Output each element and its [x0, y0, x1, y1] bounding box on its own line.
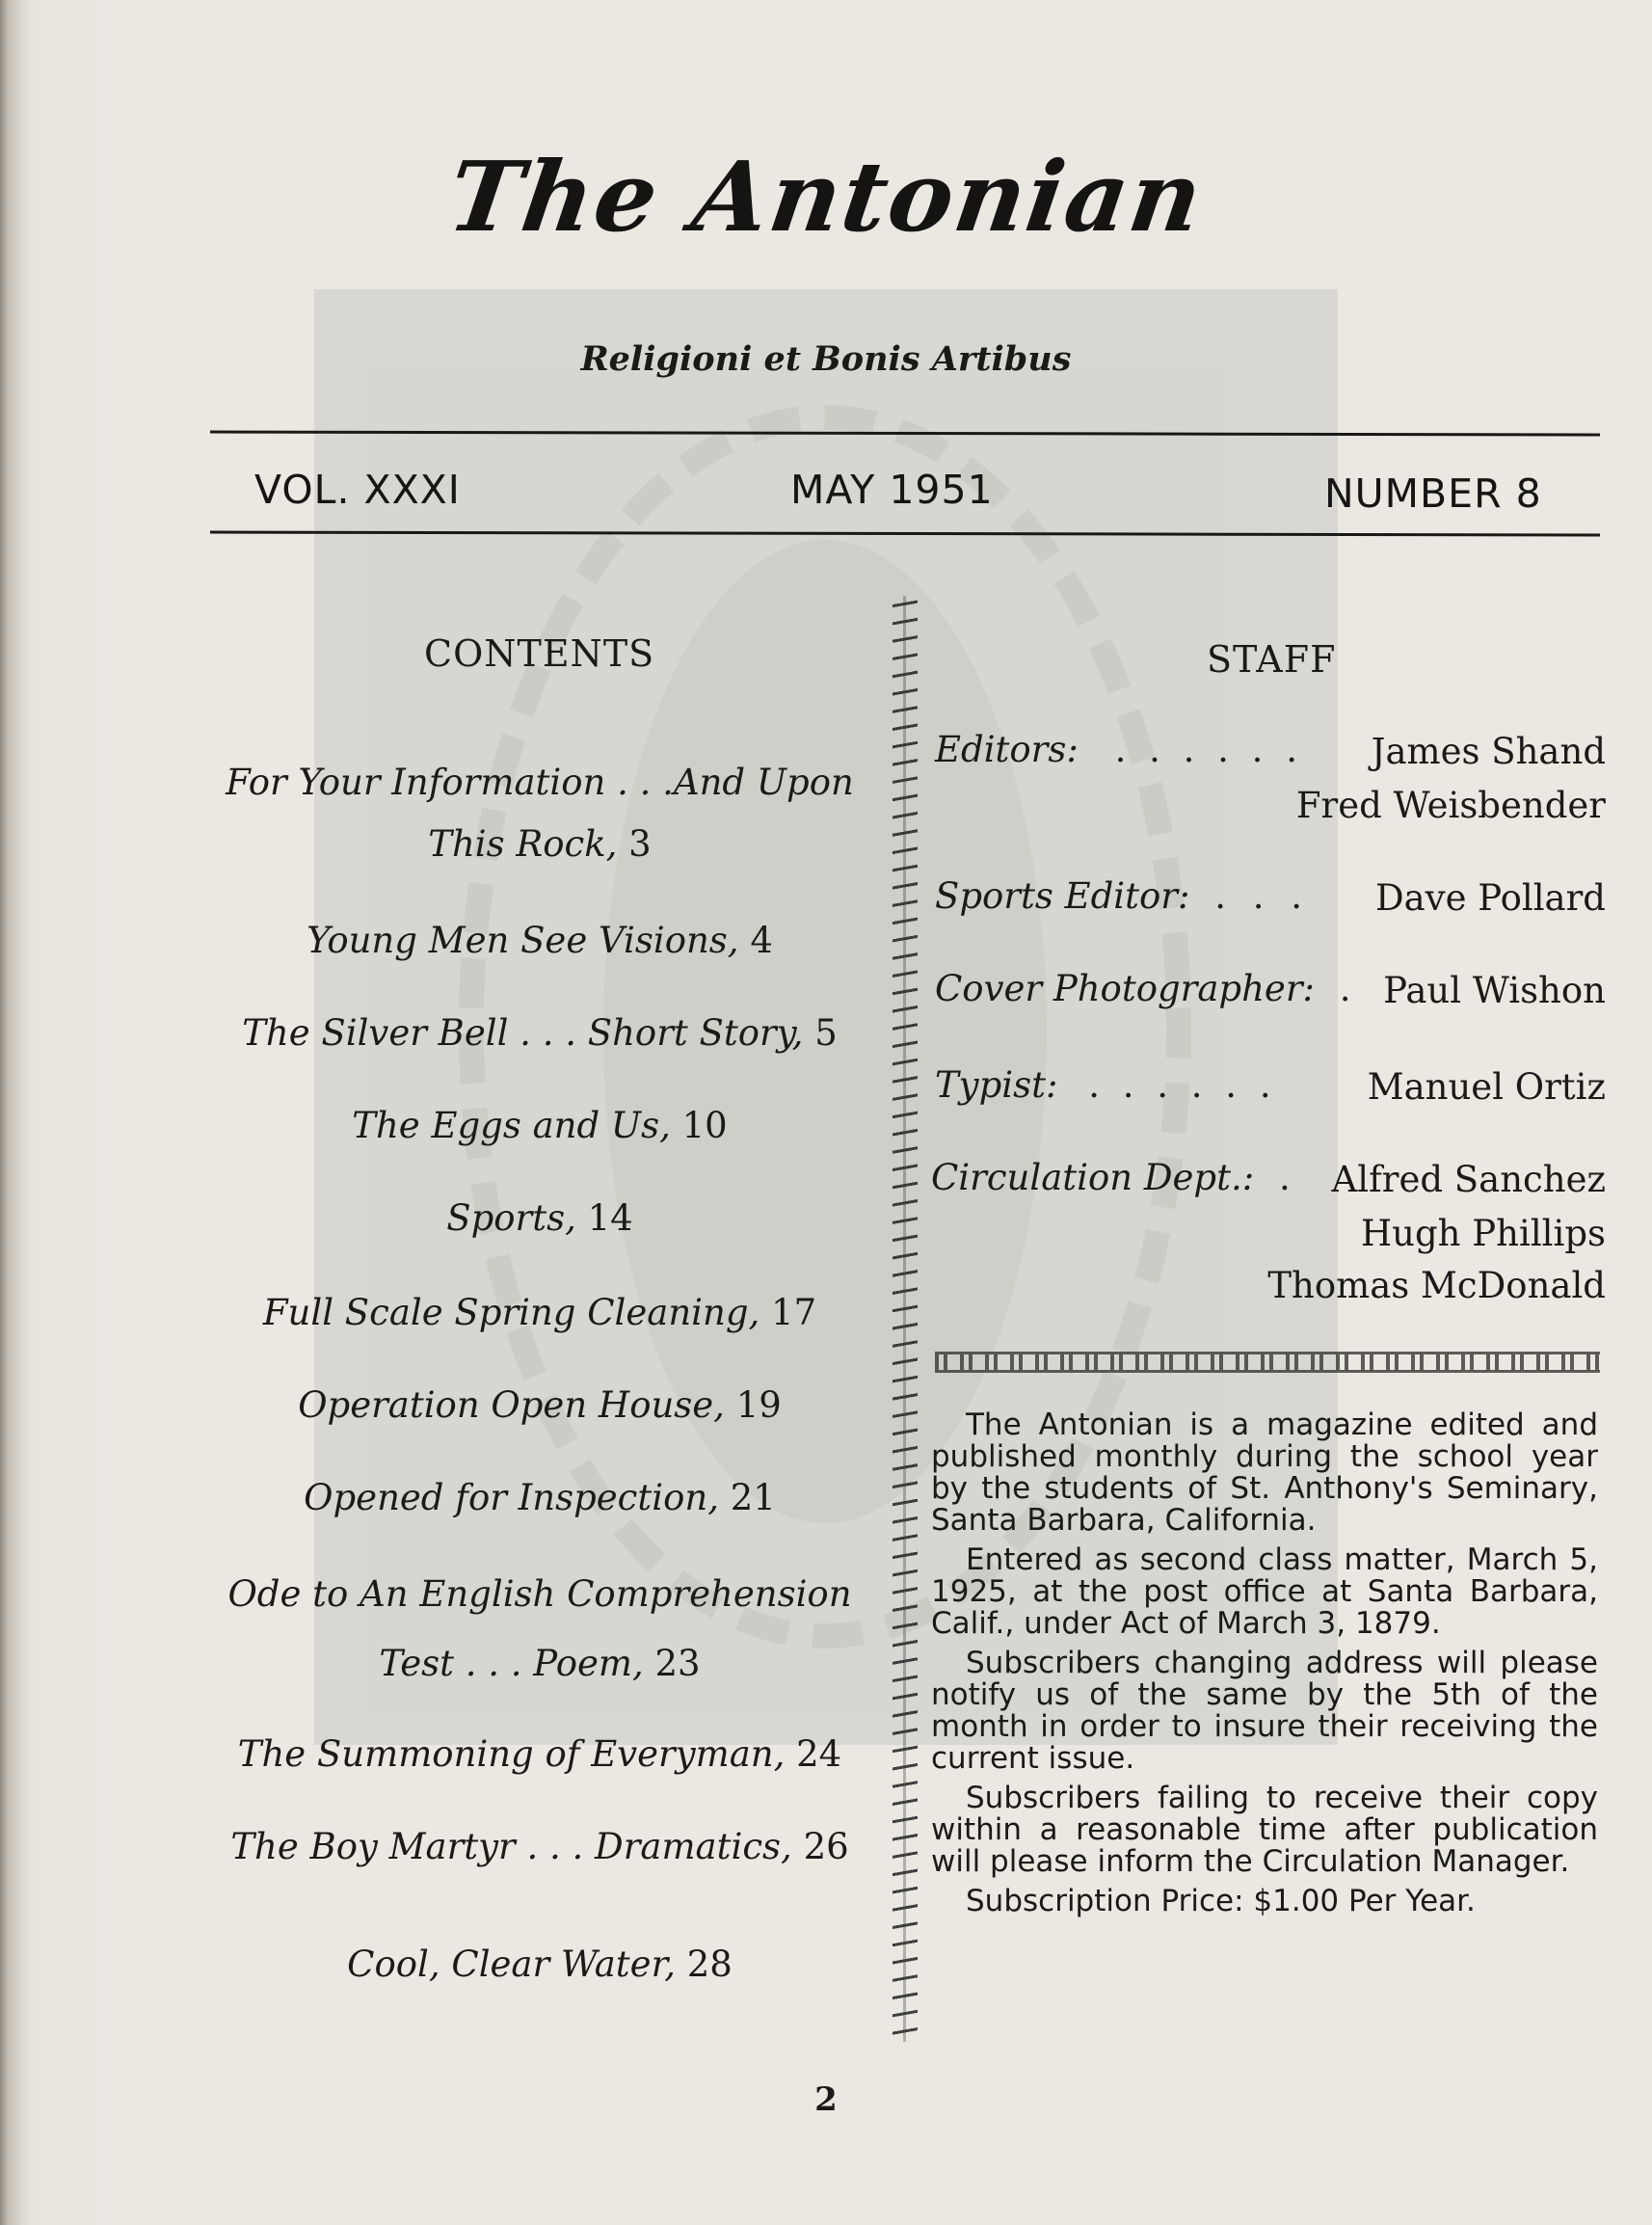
toc-item — [193, 1188, 887, 1249]
toc-title-line2: Test . . . Poem, — [379, 1643, 644, 1684]
info-paragraph: Subscribers changing address will please notify us of the same by the 5th of the month in order to insure their receiving the current issue. — [931, 1646, 1598, 1776]
toc-title: Opened for Inspection, — [304, 1477, 719, 1518]
toc-page: 26 — [803, 1826, 849, 1867]
column-divider — [893, 596, 918, 2042]
staff-leader-dots: . . . . . . — [1088, 1064, 1277, 1106]
toc-page: 24 — [796, 1733, 842, 1775]
staff-name: Paul Wishon — [1383, 970, 1606, 1011]
staff-name: Hugh Phillips — [1360, 1213, 1606, 1254]
toc-title: Sports, — [446, 1197, 576, 1239]
page-number: 2 — [814, 2080, 838, 2119]
staff-leader-dots: . . . . . . — [1114, 729, 1303, 770]
staff-name: James Shand — [1371, 731, 1606, 772]
issue-date: MAY 1951 — [790, 467, 994, 513]
info-paragraph: Subscribers failing to receive their copy within a reasonable time after publication will please inform the Circulation Manager. — [931, 1781, 1598, 1879]
staff-heading: STAFF — [1207, 638, 1337, 681]
staff-name: Manuel Ortiz — [1367, 1066, 1606, 1108]
staff-role: Circulation Dept.: — [931, 1157, 1255, 1198]
toc-page: 28 — [686, 1944, 733, 1985]
info-paragraph: Subscription Price: $1.00 Per Year. — [966, 1884, 1476, 1918]
toc-page: 14 — [587, 1197, 633, 1239]
toc-title-line2: This Rock, — [428, 823, 618, 865]
toc-page: 19 — [735, 1384, 782, 1426]
toc-page: 23 — [654, 1643, 701, 1684]
staff-role: Sports Editor: — [935, 875, 1190, 917]
toc-item — [193, 1724, 887, 1785]
staff-role: Typist: — [935, 1064, 1058, 1106]
contents-heading: CONTENTS — [424, 632, 655, 675]
publication-info — [931, 1409, 1598, 1925]
toc-page: 21 — [730, 1477, 776, 1518]
staff-name: Dave Pollard — [1374, 877, 1606, 919]
issue-number: NUMBER 8 — [1324, 470, 1542, 517]
staff-leader-dots: . — [1339, 968, 1351, 1009]
toc-page: 3 — [628, 823, 652, 865]
toc-item — [193, 910, 887, 972]
toc-title: The Eggs and Us, — [352, 1105, 671, 1146]
staff-name: Fred Weisbender — [1295, 785, 1606, 826]
toc-title: Operation Open House, — [298, 1384, 725, 1426]
toc-title: The Silver Bell . . . Short Story, — [242, 1012, 804, 1054]
staff-leader-dots: . . . — [1214, 875, 1311, 917]
toc-item — [193, 1467, 887, 1529]
ornamental-border — [935, 1352, 1600, 1373]
toc-item — [193, 1816, 887, 1878]
staff-name: Thomas McDonald — [1267, 1265, 1606, 1306]
toc-item — [193, 1003, 887, 1064]
toc-item — [193, 1560, 887, 1699]
info-paragraph: Entered as second class matter, March 5, 1925, at the post office at Santa Barbara, Calif., under Act of March 3, 1879. — [931, 1542, 1598, 1641]
toc-item — [193, 1375, 887, 1436]
toc-page: 5 — [814, 1012, 838, 1054]
toc-title-line1: Ode to An English Comprehension — [227, 1573, 852, 1615]
toc-item — [193, 1934, 887, 1996]
toc-title: Cool, Clear Water, — [347, 1944, 676, 1985]
masthead-motto: Religioni et Bonis Artibus — [580, 339, 1072, 379]
issue-volume: VOL. XXXI — [254, 467, 461, 513]
toc-title: Full Scale Spring Cleaning, — [262, 1292, 760, 1333]
toc-page: 4 — [750, 920, 773, 961]
masthead-title: The Antonian — [441, 140, 1211, 254]
staff-role: Cover Photographer: — [935, 968, 1315, 1009]
toc-page: 10 — [681, 1105, 728, 1146]
info-paragraph: The Antonian is a magazine edited and published monthly during the school year by the students of St. Anthony's Seminary, Santa Barbara, California. — [931, 1407, 1598, 1538]
toc-item — [193, 752, 887, 875]
staff-role: Editors: — [935, 729, 1079, 770]
toc-title: The Boy Martyr . . . Dramatics, — [230, 1826, 792, 1867]
toc-title: Young Men See Visions, — [306, 920, 739, 961]
staff-leader-dots: . — [1278, 1157, 1291, 1198]
binding-edge — [0, 0, 21, 2225]
toc-item — [193, 1095, 887, 1157]
staff-name: Alfred Sanchez — [1331, 1159, 1606, 1200]
toc-title-line1: For Your Information . . .And Upon — [226, 762, 854, 803]
toc-title: The Summoning of Everyman, — [237, 1733, 786, 1775]
toc-item — [193, 1282, 887, 1344]
toc-page: 17 — [771, 1292, 817, 1333]
